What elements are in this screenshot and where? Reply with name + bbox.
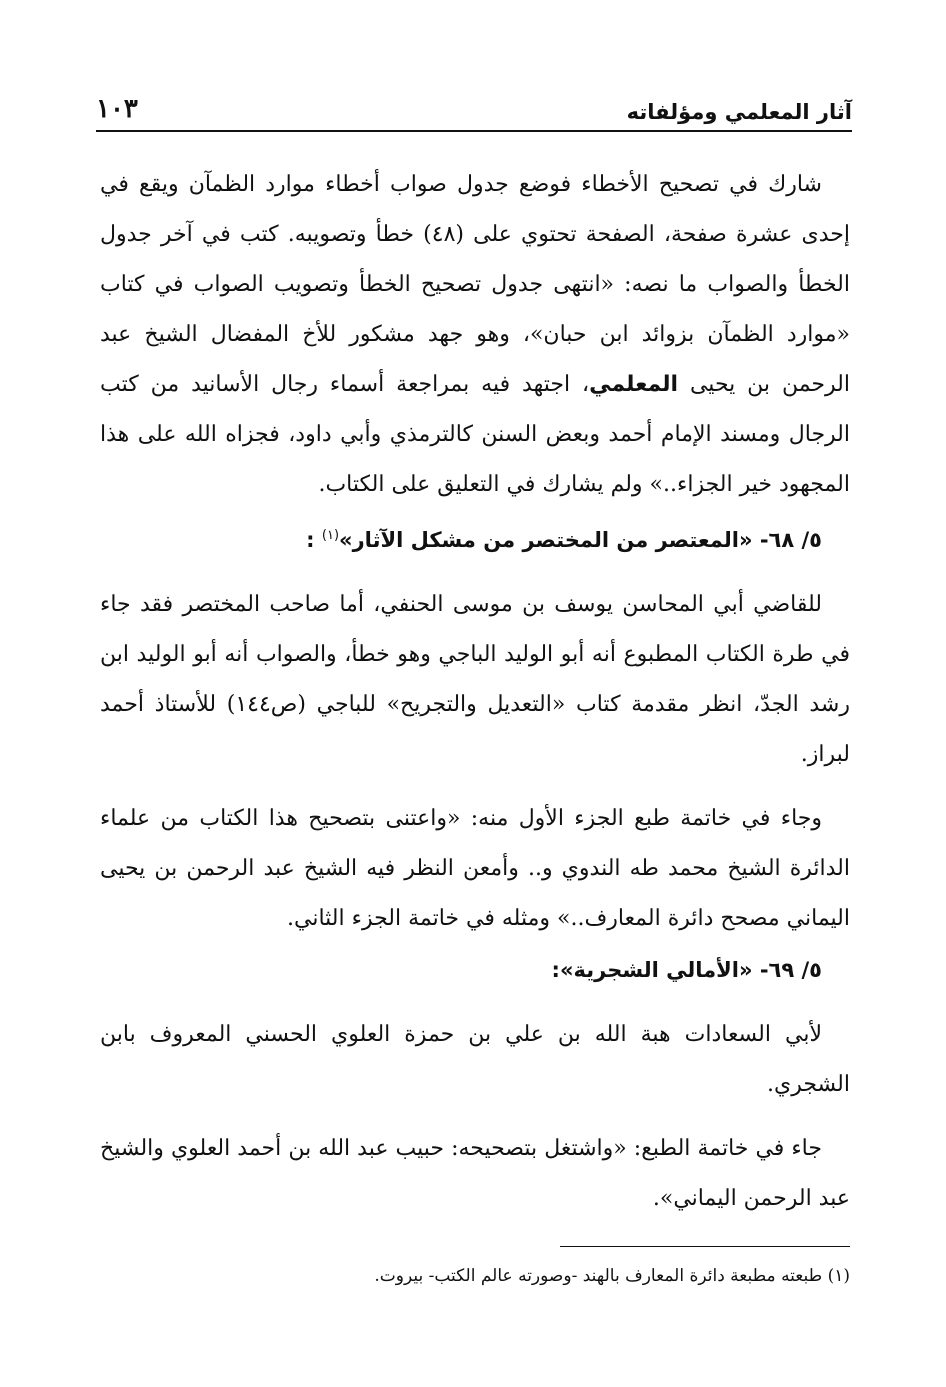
page-header xyxy=(96,84,852,124)
running-title: آثار المعلمي ومؤلفاته xyxy=(626,100,852,124)
paragraph-4: لأبي السعادات هبة الله بن علي بن حمزة العلوي الحسني المعروف بابن الشجري. xyxy=(100,1022,850,1097)
heading-68-text: ٥/ ٦٨- «المعتصر من المختصر من مشكل الآثار» xyxy=(339,528,822,552)
heading-68-colon: : xyxy=(306,528,315,552)
footnote-marker: (١) xyxy=(321,528,340,543)
footnote-rule xyxy=(560,1246,850,1247)
paragraph-1 xyxy=(100,160,850,510)
paragraph-1-text: شارك في تصحيح الأخطاء فوضع جدول صواب أخطاء موارد الظمآن ويقع في إحدى عشرة صفحة، الصفحة تحتوي على (٤٨) خطأ وتصويبه. كتب في آخر جدول الخطأ والصواب ما نصه: «انتهى جدول تصحيح الخطأ وتصويب الصواب في كتاب «موارد الظمآن بزوائد ابن حبان»، وهو جهد مشكور للأخ المفضال الشيخ عبد الرحمن بن يحيى xyxy=(100,172,850,397)
author-name: المعلمي xyxy=(589,372,679,397)
heading-68 xyxy=(100,510,850,566)
heading-69: ٥/ ٦٩- «الأمالي الشجرية»: xyxy=(551,958,822,982)
paragraph-1-rest: ، اجتهد فيه بمراجعة أسماء رجال الأسانيد من كتب الرجال ومسند الإمام أحمد وبعض السنن كالترمذي وأبي داود، فجزاه الله على هذا المجهود خير الجزاء..» ولم يشارك في التعليق على الكتاب. xyxy=(100,372,850,497)
paragraph-5: جاء في خاتمة الطبع: «واشتغل بتصحيحه: حبيب عبد الله بن أحمد العلوي والشيخ عبد الرحمن اليماني». xyxy=(100,1136,850,1211)
footnote: (١) طبعته مطبعة دائرة المعارف بالهند -وصورته عالم الكتب- بيروت. xyxy=(374,1266,850,1286)
page-number: ١٠٣ xyxy=(96,94,138,124)
header-rule xyxy=(96,130,852,132)
paragraph-2: للقاضي أبي المحاسن يوسف بن موسى الحنفي، أما صاحب المختصر فقد جاء في طرة الكتاب المطبوع أنه أبو الوليد الباجي وهو خطأ، والصواب أنه أبو الوليد ابن رشد الجدّ، انظر مقدمة كتاب «التعديل والتجريح» للباجي (ص١٤٤) للأستاذ أحمد لبراز. xyxy=(100,592,850,767)
page-body xyxy=(100,160,850,1224)
paragraph-3: وجاء في خاتمة طبع الجزء الأول منه: «واعتنى بتصحيح هذا الكتاب من علماء الدائرة الشيخ محمد طه الندوي و.. وأمعن النظر فيه الشيخ عبد الرحمن بن يحيى اليماني مصحح دائرة المعارف..» ومثله في خاتمة الجزء الثاني. xyxy=(100,806,850,931)
